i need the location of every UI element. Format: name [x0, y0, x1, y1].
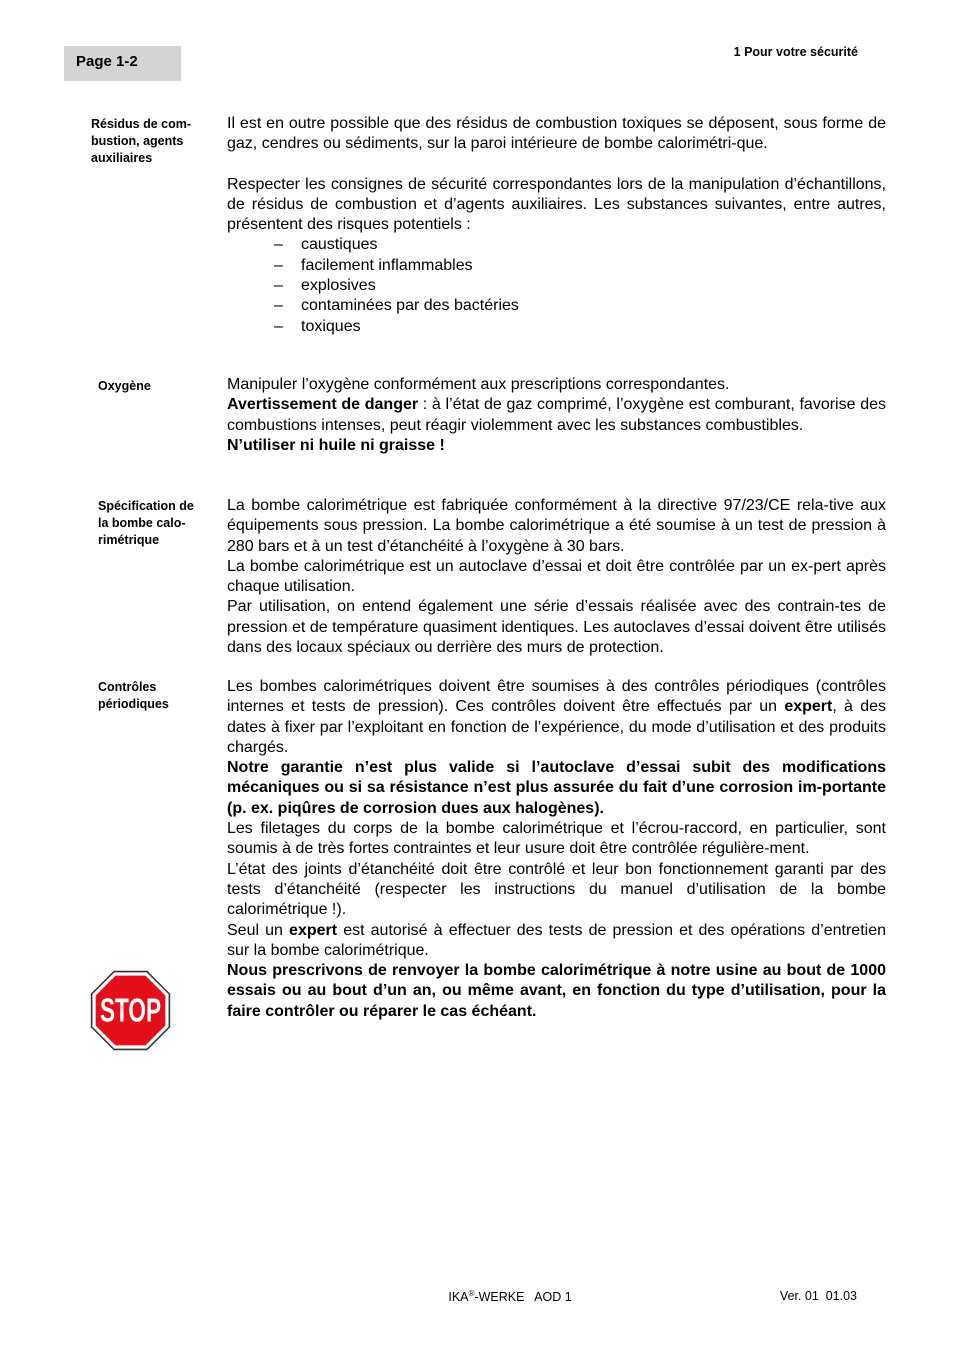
side-label-line: bustion, agents — [91, 134, 184, 148]
section-specification — [227, 496, 886, 658]
side-label-line: la bombe calo- — [98, 516, 186, 530]
side-label-line: périodiques — [98, 697, 169, 711]
paragraph: Il est en outre possible que des résidus de combustion toxiques se déposent, sous forme de gaz, cendres ou sédiments, sur la paroi intérieure de bombe calorimétri-que. — [227, 115, 886, 153]
paragraph: L’état des joints d’étanchéité doit être contrôlé et leur bon fonctionnement garanti par des tests d’étanchéité (respecter les instructions du manuel d’utilisation de la bombe calorimétrique !). — [227, 860, 886, 919]
bold-text: N’utiliser ni huile ni graisse ! — [227, 436, 445, 454]
paragraph — [227, 677, 886, 758]
section-oxygene — [227, 375, 886, 456]
text-run: , à des dates à fixer par l’exploitant en fonction de l’expérience, du mode d’utilisation et des produits chargés. — [227, 698, 887, 756]
page-number-tab — [64, 46, 181, 81]
paragraph-bold — [227, 436, 886, 456]
side-label-line: Spécification de — [98, 499, 194, 513]
warning-text: : à l’état de gaz comprimé, l’oxygène est comburant, favorise des combustions intenses, peut réagir violemment avec les substances combustibles. — [227, 396, 886, 434]
text-run: Les bombes calorimétriques doivent être soumises à des contrôles périodiques (contrôles internes et tests de pression). Ces contrôles doivent être effectués par un — [227, 678, 886, 716]
side-label-line: rimétrique — [98, 533, 160, 547]
list-item: – toxiques — [274, 317, 886, 337]
stop-sign-icon — [90, 970, 171, 1051]
side-label-residus — [91, 116, 213, 167]
page-label: Page 1-2 — [76, 53, 138, 70]
paragraph-bold — [227, 961, 886, 1022]
footer-brand — [380, 1289, 640, 1304]
bold-text: expert — [784, 698, 833, 716]
bold-text: expert — [289, 921, 338, 939]
footer-version: Ver. 01 01.03 — [779, 1289, 857, 1303]
list-item: – facilement inflammables — [274, 256, 886, 276]
list-item: – caustiques — [274, 235, 886, 255]
hazard-list — [227, 235, 886, 336]
paragraph: La bombe calorimétrique est un autoclave d’essai et doit être contrôlée par un ex-pert après chaque utilisation. — [227, 557, 886, 596]
paragraph: Manipuler l’oxygène conformément aux prescriptions correspondantes. — [227, 376, 730, 393]
warning-paragraph — [227, 395, 886, 436]
brand-name: IKA — [448, 1290, 469, 1305]
registered-mark: ® — [468, 1289, 475, 1298]
side-label-line: Contrôles — [98, 680, 157, 694]
list-item: – explosives — [274, 276, 886, 296]
paragraph: Les filetages du corps de la bombe calorimétrique et l’écrou-raccord, en particulier, sont soumis à de très fortes contraintes et leur usure doit être contrôlée régulière-ment. — [227, 820, 886, 858]
side-label-oxygene — [98, 378, 220, 395]
bold-text: Nous prescrivons de renvoyer la bombe calorimétrique à notre usine au bout de 1000 essais ou au bout d’un an, ou même avant, en fonction du type d’utilisation, pour la faire contrôler ou réparer le cas échéant. — [227, 962, 886, 1020]
side-label-controles — [98, 679, 220, 713]
text-run: Seul un — [227, 921, 290, 939]
section-controles — [227, 677, 886, 1022]
bold-text: Notre garantie n’est plus valide si l’autoclave d’essai subit des modifications mécaniques ou si sa résistance n’est plus assurée du fait d’une corrosion im-portante (p. ex. piqûres de corrosion dues aux halogènes). — [227, 759, 886, 817]
text-run: est autorisé à effectuer des tests de pression et des opérations d’entretien sur la bombe calorimétrique. — [227, 921, 886, 959]
paragraph — [227, 921, 886, 962]
stop-text: STOP — [99, 991, 162, 1029]
paragraph-bold — [227, 758, 886, 819]
brand-suffix: -WERKE AOD 1 — [474, 1290, 572, 1305]
side-label-line: Résidus de com- — [91, 117, 192, 131]
paragraph: Respecter les consignes de sécurité correspondantes lors de la manipulation d’échantillons, de résidus de combustion et d’agents auxiliaires. Les substances suivantes, entre autres, présentent des risques potentiels : — [227, 175, 886, 234]
list-item: – contaminées par des bactéries — [274, 296, 886, 316]
side-label-line: auxiliaires — [91, 151, 153, 165]
side-label-line: Oxygène — [98, 379, 151, 393]
paragraph: Par utilisation, on entend également une série d’essais réalisée avec des contrain-tes de pression et de température quasiment identiques. Les autoclaves d’essai doivent être utilisés dans des locaux spéciaux ou derrière des murs de protection. — [227, 598, 886, 657]
side-label-specification — [98, 498, 220, 549]
chapter-title: 1 Pour votre sécurité — [733, 45, 858, 59]
paragraph: La bombe calorimétrique est fabriquée conformément à la directive 97/23/CE rela-tive aux équipements sous pression. La bombe calorimétrique a été soumise à un test de pression à 280 bars et à un test d’étanchéité à l’oxygène à 30 bars. — [227, 497, 886, 555]
warning-label: Avertissement de danger — [227, 396, 419, 414]
section-residus — [227, 114, 886, 337]
